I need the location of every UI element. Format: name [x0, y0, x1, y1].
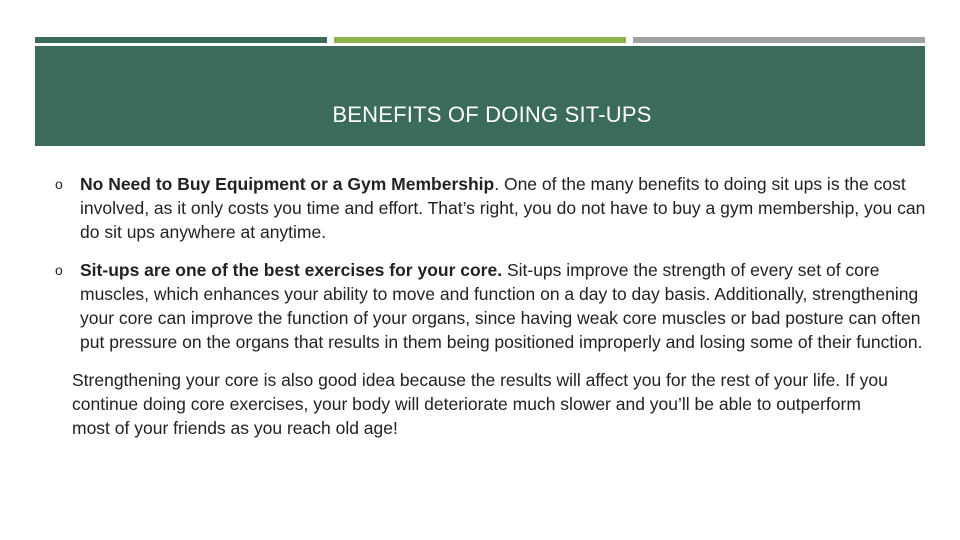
- bullet-item: [55, 172, 930, 244]
- bullet-body: Sit-ups improve the strength of every set of core muscles, which enhances your ability to move and function on a day to day basis. Additionally, strengthening your core can improve the function of your organs, since having weak core muscles or bad posture can often put pressure on the organs that results in them being positioned improperly and losing some of their function.: [80, 260, 923, 352]
- accent-bar-dark-green: [35, 37, 327, 43]
- title-band: [35, 46, 925, 146]
- slide-title: BENEFITS OF DOING SIT-UPS: [332, 102, 652, 127]
- closing-paragraph: Strengthening your core is also good idea because the results will affect you for the rest of your life. If you continue doing core exercises, your body will deteriorate much slower and you’ll be able to outperform most of your friends as you reach old age!: [72, 370, 888, 438]
- bullet-marker-icon: o: [55, 176, 63, 192]
- bullet-heading: Sit-ups are one of the best exercises for your core.: [80, 260, 503, 280]
- bullet-heading: No Need to Buy Equipment or a Gym Membership: [80, 174, 495, 194]
- accent-bar-gray: [633, 37, 925, 43]
- bullet-text: [80, 172, 930, 244]
- bullet-text: [80, 258, 930, 354]
- bullet-body: . One of the many benefits to doing sit ups is the cost involved, as it only costs you time and effort. That’s right, you do not have to buy a gym membership, you can do sit ups anywhere at anytime.: [80, 174, 926, 242]
- bullet-marker-icon: o: [55, 262, 63, 278]
- accent-bar-light-green: [334, 37, 626, 43]
- bullet-item: [55, 258, 930, 354]
- slide-content: [55, 172, 930, 440]
